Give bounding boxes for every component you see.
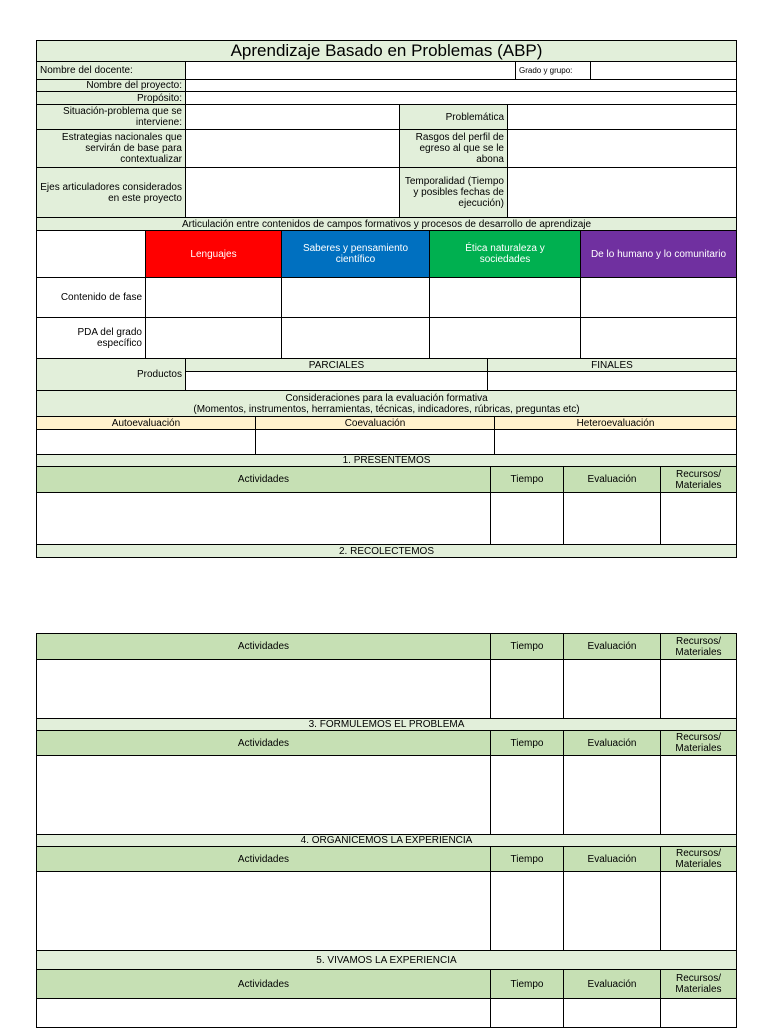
- rasgos-label: Rasgos del perfil de egreso al que se le abona: [399, 129, 508, 168]
- rasgos-input[interactable]: [507, 129, 737, 168]
- fase-1-header: 1. PRESENTEMOS: [36, 454, 737, 467]
- estrategias-label: Estrategias nacionales que servirán de base para contextualizar: [36, 129, 186, 168]
- actividades-header: Actividades: [36, 969, 491, 999]
- campo-saberes: Saberes y pensamiento científico: [281, 230, 430, 278]
- campo-etica: Ética naturaleza y sociedades: [429, 230, 581, 278]
- articulacion-header: Articulación entre contenidos de campos formativos y procesos de desarrollo de aprendizaje: [36, 217, 737, 231]
- recursos-input[interactable]: [660, 492, 737, 545]
- temporalidad-input[interactable]: [507, 167, 737, 218]
- fase-4-header: 4. ORGANICEMOS LA EXPERIENCIA: [36, 834, 737, 847]
- contenido-etica[interactable]: [429, 277, 581, 318]
- recursos-header: Recursos/ Materiales: [660, 846, 737, 872]
- actividades-input[interactable]: [36, 659, 491, 719]
- fase-3-header: 3. FORMULEMOS EL PROBLEMA: [36, 718, 737, 731]
- consideraciones-header: [36, 390, 737, 417]
- actividades-header: Actividades: [36, 633, 491, 660]
- pda-etica[interactable]: [429, 317, 581, 359]
- evaluacion-input[interactable]: [563, 755, 661, 835]
- tiempo-input[interactable]: [490, 871, 564, 951]
- campo-lenguajes: Lenguajes: [145, 230, 282, 278]
- recursos-header: Recursos/ Materiales: [660, 633, 737, 660]
- evaluacion-header: Evaluación: [563, 466, 661, 493]
- contenido-humano[interactable]: [580, 277, 737, 318]
- actividades-header: Actividades: [36, 730, 491, 756]
- situacion-input[interactable]: [185, 104, 400, 130]
- proyecto-label: Nombre del proyecto:: [36, 79, 186, 92]
- pda-saberes[interactable]: [281, 317, 430, 359]
- finales-header: FINALES: [487, 358, 737, 372]
- recursos-header: Recursos/ Materiales: [660, 466, 737, 493]
- recursos-header: Recursos/ Materiales: [660, 730, 737, 756]
- contenido-fase-label: Contenido de fase: [36, 277, 146, 318]
- tiempo-header: Tiempo: [490, 846, 564, 872]
- actividades-input[interactable]: [36, 871, 491, 951]
- evaluacion-header: Evaluación: [563, 633, 661, 660]
- proposito-input[interactable]: [185, 91, 737, 105]
- actividades-input[interactable]: [36, 755, 491, 835]
- parciales-input[interactable]: [185, 371, 488, 391]
- tiempo-header: Tiempo: [490, 969, 564, 999]
- tiempo-input[interactable]: [490, 659, 564, 719]
- contenido-lenguajes[interactable]: [145, 277, 282, 318]
- finales-input[interactable]: [487, 371, 737, 391]
- recursos-input[interactable]: [660, 871, 737, 951]
- temporalidad-label: Temporalidad (Tiempo y posibles fechas de ejecución): [399, 167, 508, 218]
- ejes-label: Ejes articuladores considerados en este proyecto: [36, 167, 186, 218]
- grado-input[interactable]: [590, 61, 737, 80]
- docente-input[interactable]: [185, 61, 516, 80]
- coevaluacion-input[interactable]: [255, 429, 495, 455]
- actividades-header: Actividades: [36, 466, 491, 493]
- heteroevaluacion-header: Heteroevaluación: [494, 416, 737, 430]
- form-title: Aprendizaje Basado en Problemas (ABP): [36, 40, 737, 62]
- evaluacion-input[interactable]: [563, 659, 661, 719]
- estrategias-input[interactable]: [185, 129, 400, 168]
- tiempo-input[interactable]: [490, 492, 564, 545]
- evaluacion-header: Evaluación: [563, 969, 661, 999]
- grado-label: Grado y grupo:: [515, 61, 591, 80]
- consideraciones-title: Consideraciones para la evaluación formativa: [285, 392, 488, 404]
- proposito-label: Propósito:: [36, 91, 186, 105]
- recursos-input[interactable]: [660, 755, 737, 835]
- evaluacion-input[interactable]: [563, 492, 661, 545]
- heteroevaluacion-input[interactable]: [494, 429, 737, 455]
- consideraciones-subtitle: (Momentos, instrumentos, herramientas, técnicas, indicadores, rúbricas, preguntas etc): [193, 403, 580, 415]
- pda-lenguajes[interactable]: [145, 317, 282, 359]
- autoevaluacion-input[interactable]: [36, 429, 256, 455]
- fase-2-header: 2. RECOLECTEMOS: [36, 544, 737, 558]
- tiempo-header: Tiempo: [490, 466, 564, 493]
- productos-label: Productos: [36, 358, 186, 391]
- tiempo-header: Tiempo: [490, 633, 564, 660]
- campos-corner: [36, 230, 146, 278]
- tiempo-header: Tiempo: [490, 730, 564, 756]
- parciales-header: PARCIALES: [185, 358, 488, 372]
- autoevaluacion-header: Autoevaluación: [36, 416, 256, 430]
- fase-5-header: 5. VIVAMOS LA EXPERIENCIA: [36, 950, 737, 970]
- evaluacion-header: Evaluación: [563, 730, 661, 756]
- situacion-label: Situación-problema que se interviene:: [36, 104, 186, 130]
- evaluacion-input[interactable]: [563, 871, 661, 951]
- campo-humano: De lo humano y lo comunitario: [580, 230, 737, 278]
- contenido-saberes[interactable]: [281, 277, 430, 318]
- actividades-header: Actividades: [36, 846, 491, 872]
- coevaluacion-header: Coevaluación: [255, 416, 495, 430]
- pda-label: PDA del grado específico: [36, 317, 146, 359]
- actividades-input[interactable]: [36, 492, 491, 545]
- ejes-input[interactable]: [185, 167, 400, 218]
- pda-humano[interactable]: [580, 317, 737, 359]
- problematica-input[interactable]: [507, 104, 737, 130]
- problematica-label: Problemática: [399, 104, 508, 130]
- evaluacion-header: Evaluación: [563, 846, 661, 872]
- tiempo-input[interactable]: [490, 755, 564, 835]
- recursos-input[interactable]: [660, 659, 737, 719]
- recursos-header: Recursos/ Materiales: [660, 969, 737, 999]
- docente-label: Nombre del docente:: [36, 61, 186, 80]
